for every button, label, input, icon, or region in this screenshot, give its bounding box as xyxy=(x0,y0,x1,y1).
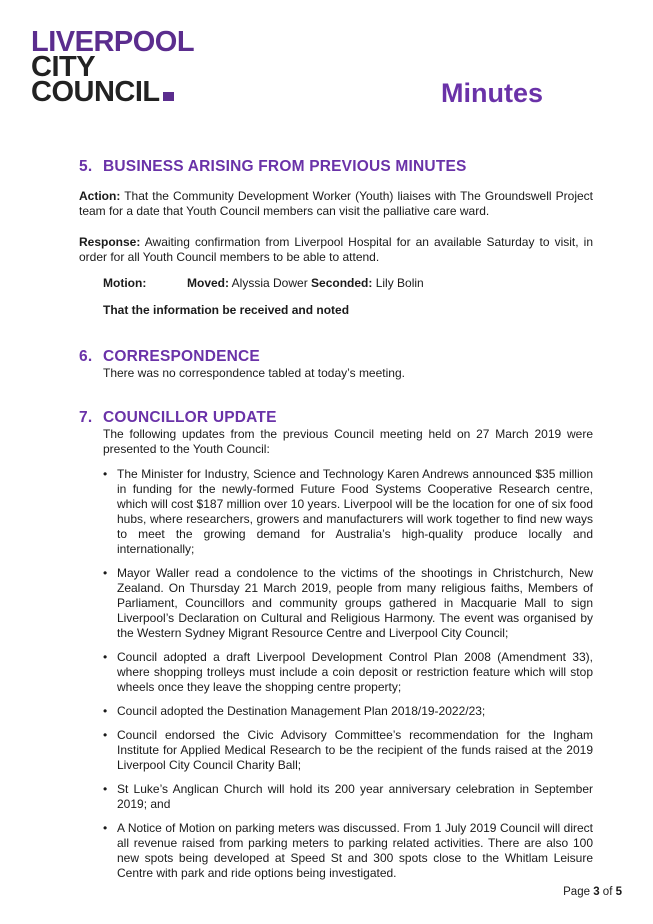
bullet-icon: • xyxy=(103,782,108,796)
council-logo xyxy=(31,26,195,108)
section-correspondence xyxy=(79,348,593,381)
logo-mark-icon xyxy=(163,92,174,101)
response-paragraph xyxy=(79,235,593,265)
bullet-icon: • xyxy=(103,728,108,742)
logo-line-1: LIVERPOOL xyxy=(31,26,195,58)
list-item xyxy=(103,821,593,881)
correspondence-text: There was no correspondence tabled at today’s meeting. xyxy=(103,366,405,380)
motion-label: Motion: xyxy=(103,276,147,290)
list-item xyxy=(103,782,593,812)
list-item-text: Mayor Waller read a condolence to the victims of the shootings in Christchurch, New Zealand. On Thursday 21 March 2019, people from many religious faiths, Members of Parliament, Councillors and community groups gathered in Macquarie Mall to sign Liverpool’s Declaration on Cultural and Religious Harmony. The event was organised by the Western Sydney Migrant Resource Centre and Liverpool City Council; xyxy=(117,566,593,640)
list-item-text: Council adopted the Destination Management Plan 2018/19-2022/23; xyxy=(117,704,486,718)
action-paragraph xyxy=(79,189,593,219)
list-item-text: The Minister for Industry, Science and Technology Karen Andrews announced $35 million in funding for the newly-formed Future Food Systems Cooperative Research centre, which will cost $187 million over 10 years. Liverpool will be the location for one of six food hubs, where researchers, growers and manufacturers will work together to find new ways to meet the growing demand for Australia’s high-quality produce locally and internationally; xyxy=(117,467,593,556)
action-text: That the Community Development Worker (Youth) liaises with The Groundswell Project team for a date that Youth Council members can visit the palliative care ward. xyxy=(79,189,593,218)
section-title: CORRESPONDENCE xyxy=(103,348,260,365)
bullet-icon: • xyxy=(103,566,108,580)
section-number: 6. xyxy=(79,348,93,365)
update-intro: The following updates from the previous Council meeting held on 27 March 2019 were presented to the Youth Council: xyxy=(103,427,593,456)
logo-line-3: COUNCIL xyxy=(31,76,160,108)
action-label: Action: xyxy=(79,189,121,203)
seconded-label: Seconded: xyxy=(311,276,373,290)
update-list xyxy=(103,467,593,881)
document-title: Minutes xyxy=(440,78,543,108)
logo-line-2: CITY xyxy=(31,51,96,83)
resolution-text: That the information be received and noted xyxy=(103,303,350,317)
list-item xyxy=(103,467,593,557)
minutes-content xyxy=(79,158,593,890)
page-label: Page xyxy=(563,886,594,898)
bullet-icon: • xyxy=(103,704,108,718)
section-heading xyxy=(79,409,593,427)
list-item-text: A Notice of Motion on parking meters was discussed. From 1 July 2019 Council will direct all revenue raised from parking meters to parking related activities. There are also 100 new spots being developed at Speed St and 300 spots close to the Whitlam Leisure Centre with park and ride options being investigated. xyxy=(117,821,593,880)
section-title: BUSINESS ARISING FROM PREVIOUS MINUTES xyxy=(103,158,467,175)
logo-line-3-wrap xyxy=(31,76,194,108)
section-number: 7. xyxy=(79,409,93,426)
list-item-text: St Luke’s Anglican Church will hold its 200 year anniversary celebration in September 2019; and xyxy=(117,782,593,811)
bullet-icon: • xyxy=(103,467,108,481)
response-label: Response: xyxy=(79,235,141,249)
section-councillor-update xyxy=(79,409,593,881)
list-item xyxy=(103,728,593,773)
page-number xyxy=(563,886,622,898)
list-item xyxy=(103,704,593,719)
list-item-text: Council adopted a draft Liverpool Development Control Plan 2008 (Amendment 33), where shopping trolleys must include a coin deposit or restriction feature which will stop wheels once they leave the shopping centre property; xyxy=(117,650,593,694)
seconded-name: Lily Bolin xyxy=(372,276,424,290)
list-item xyxy=(103,650,593,695)
page-of-label: of xyxy=(599,886,616,898)
moved-label: Moved: xyxy=(187,276,229,290)
moved-name: Alyssia Dower xyxy=(229,276,312,290)
page-current: 3 xyxy=(593,886,600,898)
list-item xyxy=(103,566,593,641)
list-item-text: Council endorsed the Civic Advisory Committee’s recommendation for the Ingham Institute for Applied Medical Research to be the recipient of the funds raised at the 2019 Liverpool City Council Charity Ball; xyxy=(117,728,593,772)
motion-line xyxy=(103,276,593,291)
response-text: Awaiting confirmation from Liverpool Hospital for an available Saturday to visit, in order for all Youth Council members to be able to attend. xyxy=(79,235,593,264)
section-business-arising xyxy=(79,158,593,318)
section-number: 5. xyxy=(79,158,93,175)
section-title: COUNCILLOR UPDATE xyxy=(103,409,277,426)
bullet-icon: • xyxy=(103,821,108,835)
section-heading xyxy=(79,348,593,366)
page-total: 5 xyxy=(615,886,622,898)
section-heading xyxy=(79,158,593,176)
motion-details xyxy=(187,276,424,291)
bullet-icon: • xyxy=(103,650,108,664)
